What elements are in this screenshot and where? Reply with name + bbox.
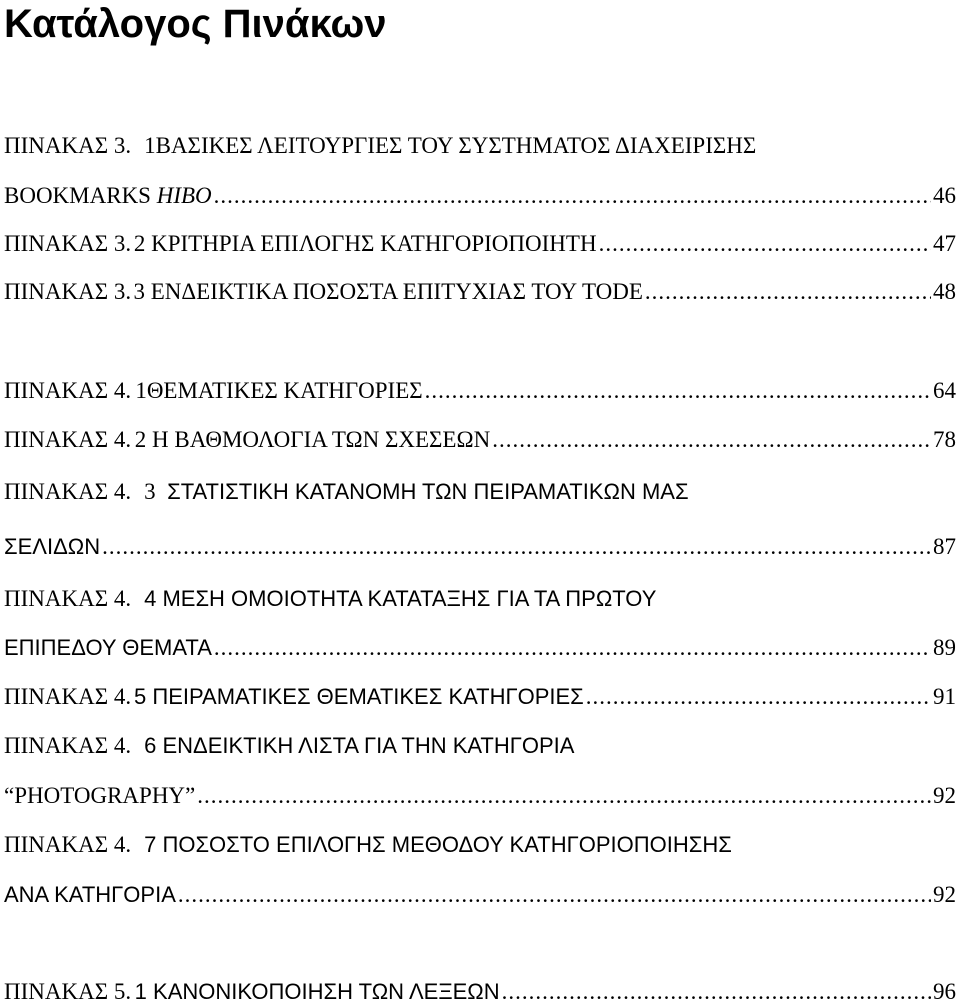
page-number: 92 (933, 882, 956, 907)
dot-leader (197, 780, 931, 812)
toc-entry-4-2[interactable] (4, 424, 956, 456)
page-number: 47 (933, 231, 956, 256)
table-title: 1ΘΕΜΑΤΙΚΕΣ ΚΑΤΗΓΟΡΙΕΣ (135, 378, 423, 403)
table-number: ΠΙΝΑΚΑΣ 4. (4, 378, 132, 403)
table-title: 3 ΕΝΔΕΙΚΤΙΚΑ ΠΟΣΟΣΤΑ ΕΠΙΤΥΧΙΑΣ ΤΟΥ TODE (133, 279, 643, 304)
page-number: 96 (933, 979, 956, 1004)
dot-leader (102, 531, 931, 563)
toc-entry-4-5[interactable] (4, 681, 956, 713)
toc-entry-4-3[interactable] (4, 476, 956, 508)
dot-leader (502, 976, 931, 1008)
page-number: 89 (933, 635, 956, 660)
page-number: 64 (933, 378, 956, 403)
table-title-continuation-italic: HIBO (156, 183, 212, 208)
toc-entry-5-1[interactable] (4, 976, 956, 1008)
table-number: ΠΙΝΑΚΑΣ 4. (4, 733, 132, 758)
table-title-continuation: ΑΝΑ ΚΑΤΗΓΟΡΙΑ (4, 882, 176, 907)
table-title-continuation: ΣΕΛΙΔΩΝ (4, 534, 101, 559)
table-number: ΠΙΝΑΚΑΣ 3. (4, 231, 132, 256)
table-number: ΠΙΝΑΚΑΣ 4. (4, 586, 132, 611)
page-number: 78 (933, 427, 956, 452)
table-title: 5 ΠΕΙΡΑΜΑΤΙΚΕΣ ΘΕΜΑΤΙΚΕΣ ΚΑΤΗΓΟΡΙΕΣ (133, 684, 584, 709)
table-number: ΠΙΝΑΚΑΣ 4. (4, 479, 132, 504)
page-number: 48 (933, 279, 956, 304)
toc-entry-4-1[interactable] (4, 375, 956, 407)
toc-entry-4-4[interactable] (4, 583, 956, 615)
table-title: 7 ΠΟΣΟΣΤΟ ΕΠΙΛΟΓΗΣ ΜΕΘΟΔΟΥ ΚΑΤΗΓΟΡΙΟΠΟΙΗΣΗΣ (144, 832, 732, 857)
table-number: ΠΙΝΑΚΑΣ 5. (4, 979, 132, 1004)
table-number: ΠΙΝΑΚΑΣ 4. (4, 684, 132, 709)
table-number: ΠΙΝΑΚΑΣ 4. (4, 832, 132, 857)
page-number: 87 (933, 534, 956, 559)
toc-entry-3-3[interactable] (4, 276, 956, 308)
table-title: 2 Η ΒΑΘΜΟΛΟΓΙΑ ΤΩΝ ΣΧΕΣΕΩΝ (134, 427, 491, 452)
toc-entry-3-1[interactable] (4, 130, 956, 162)
page-title: Κατάλογος Πινάκων (4, 2, 387, 46)
toc-entry-4-4-continuation[interactable] (4, 632, 956, 664)
page-number: 91 (933, 684, 956, 709)
dot-leader (599, 228, 931, 260)
toc-entry-4-7[interactable] (4, 829, 956, 861)
table-title-continuation: ΕΠΙΠΕΔΟΥ ΘΕΜΑΤΑ (4, 635, 212, 660)
toc-entry-4-7-continuation[interactable] (4, 879, 956, 911)
dot-leader (492, 424, 931, 456)
table-title: 4 ΜΕΣΗ ΟΜΟΙΟΤΗΤΑ ΚΑΤΑΤΑΞΗΣ ΓΙΑ ΤΑ ΠΡΩΤΟΥ (144, 586, 657, 611)
table-title: 1 ΚΑΝΟΝΙΚΟΠΟΙΗΣΗ ΤΩΝ ΛΕΞΕΩΝ (134, 979, 500, 1004)
dot-leader (586, 681, 931, 713)
dot-leader (178, 879, 931, 911)
toc-entry-4-6[interactable] (4, 730, 956, 762)
table-number: ΠΙΝΑΚΑΣ 4. (4, 427, 132, 452)
table-title: 2 ΚΡΙΤΗΡΙΑ ΕΠΙΛΟΓΗΣ ΚΑΤΗΓΟΡΙΟΠΟΙΗΤΗ (133, 231, 597, 256)
table-number: ΠΙΝΑΚΑΣ 3. (4, 279, 132, 304)
toc-entry-4-3-continuation[interactable] (4, 531, 956, 563)
table-title: 1ΒΑΣΙΚΕΣ ΛΕΙΤΟΥΡΓΙΕΣ ΤΟΥ ΣΥΣΤΗΜΑΤΟΣ ΔΙΑΧΕΙΡΙΣΗΣ (144, 133, 757, 158)
table-title-continuation-text: BOOKMARKS (4, 183, 151, 208)
table-title-continuation: “PHOTOGRAPHY” (4, 783, 196, 808)
table-title-continuation (4, 180, 212, 212)
table-title: 6 ΕΝΔΕΙΚΤΙΚΗ ΛΙΣΤΑ ΓΙΑ ΤΗΝ ΚΑΤΗΓΟΡΙΑ (144, 733, 575, 758)
table-title: ΣΤΑΤΙΣΤΙΚΗ ΚΑΤΑΝΟΜΗ ΤΩΝ ΠΕΙΡΑΜΑΤΙΚΩΝ ΜΑΣ (167, 479, 689, 504)
toc-entry-4-6-continuation[interactable] (4, 780, 956, 812)
table-number: ΠΙΝΑΚΑΣ 3. (4, 133, 132, 158)
toc-entry-3-1-continuation[interactable] (4, 180, 956, 212)
dot-leader (214, 632, 931, 664)
toc-entry-3-2[interactable] (4, 228, 956, 260)
table-title-number: 3 (144, 479, 156, 504)
dot-leader (214, 180, 931, 212)
dot-leader (645, 276, 931, 308)
page-number: 46 (933, 183, 956, 208)
dot-leader (425, 375, 931, 407)
page-number: 92 (933, 783, 956, 808)
